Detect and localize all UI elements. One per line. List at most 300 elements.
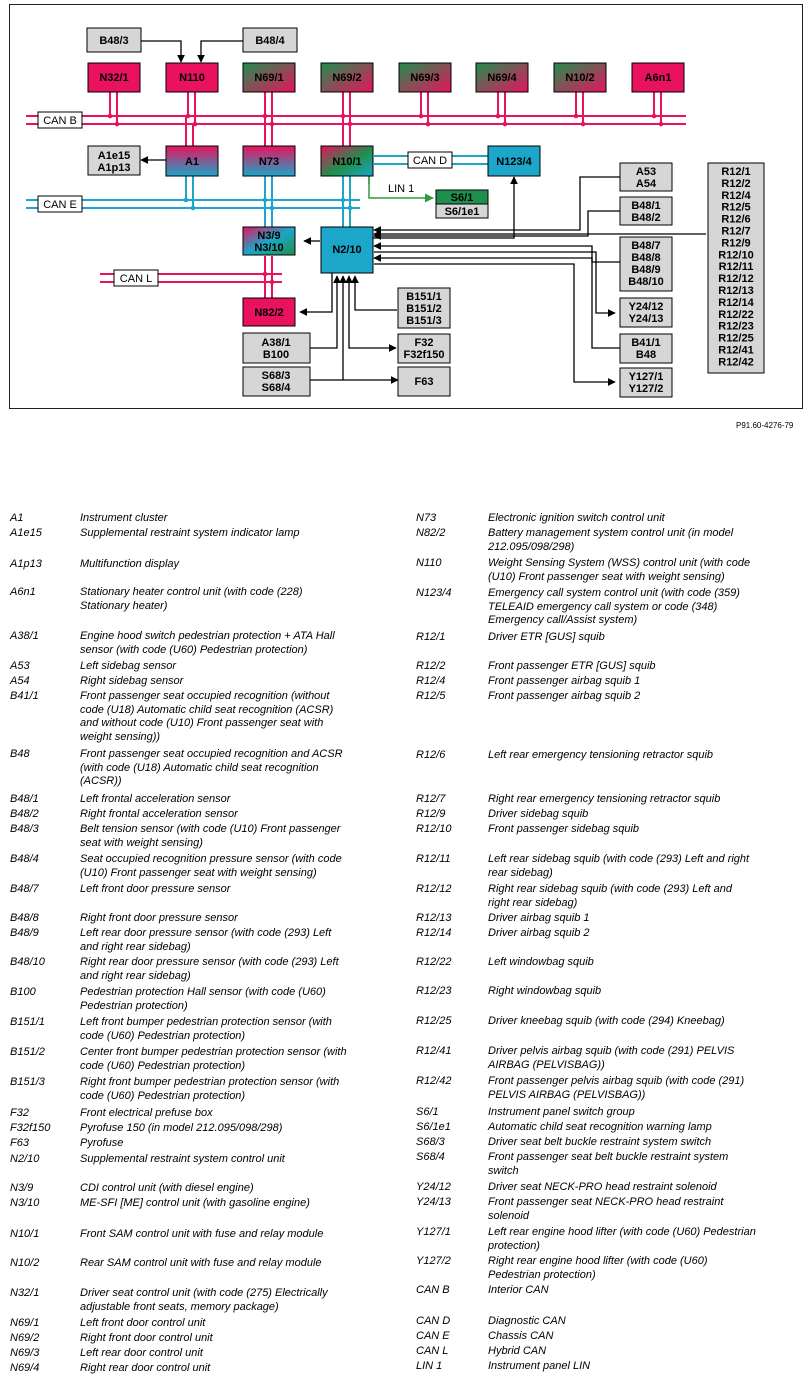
box-n10-1 bbox=[321, 146, 373, 176]
legend-code: B151/2 bbox=[10, 1046, 45, 1058]
legend-entry bbox=[416, 1106, 802, 1121]
legend-entry bbox=[10, 1347, 390, 1362]
legend-description-line: Right rear emergency tensioning retractor squib bbox=[488, 793, 721, 805]
legend-description bbox=[80, 927, 390, 954]
legend-description bbox=[80, 586, 390, 613]
legend-entry bbox=[416, 808, 802, 823]
legend-description bbox=[488, 1255, 802, 1282]
legend-description bbox=[488, 883, 802, 910]
legend-code: R12/1 bbox=[416, 631, 446, 643]
box-n69-2 bbox=[321, 63, 373, 92]
box-f32 bbox=[398, 334, 450, 363]
box-b100-label: B100 bbox=[262, 349, 290, 361]
box-y127-2-label: Y127/2 bbox=[628, 383, 664, 395]
box-b48-7-to-b48-10 bbox=[620, 237, 672, 291]
legend-code: N82/2 bbox=[416, 527, 446, 539]
legend-description-line: PELVIS AIRBAG (PELVISBAG)) bbox=[488, 1088, 646, 1101]
legend-description-line: Driver seat control unit (with code (275) Electrically bbox=[80, 1287, 328, 1299]
legend-code: B48/2 bbox=[10, 808, 39, 820]
box-n3-9-n3-10 bbox=[243, 227, 295, 255]
legend-code: R12/25 bbox=[416, 1015, 452, 1027]
legend-right-column bbox=[416, 512, 802, 1375]
legend-entry bbox=[416, 823, 802, 853]
legend-description-line: Left rear emergency tensioning retractor squib bbox=[488, 749, 714, 761]
legend-code: CAN B bbox=[416, 1284, 450, 1296]
box-n3-10-label: N3/10 bbox=[254, 242, 284, 254]
legend-description-line: Driver seat belt buckle restraint system switch bbox=[488, 1136, 712, 1148]
legend-description bbox=[80, 1332, 390, 1346]
box-n3-9-label: N3/9 bbox=[257, 230, 281, 242]
legend-entry bbox=[10, 748, 390, 793]
box-n10-1-label: N10/1 bbox=[332, 156, 362, 168]
r12-squib-label: R12/5 bbox=[721, 201, 751, 214]
legend-code: R12/13 bbox=[416, 912, 452, 924]
srs-network-diagram bbox=[0, 0, 811, 440]
legend-code: B48/3 bbox=[10, 823, 39, 835]
box-s68-3-s68-4 bbox=[243, 367, 310, 396]
legend-code: Y24/12 bbox=[416, 1181, 451, 1193]
legend-description-line: Instrument cluster bbox=[80, 512, 168, 524]
box-n69-2-label: N69/2 bbox=[332, 72, 362, 84]
legend-code: R12/9 bbox=[416, 808, 446, 820]
legend-entry bbox=[416, 1284, 802, 1315]
legend-description-line: solenoid bbox=[488, 1209, 529, 1222]
legend-code: N69/2 bbox=[10, 1332, 40, 1344]
box-n69-3 bbox=[399, 63, 451, 92]
legend-entry bbox=[416, 690, 802, 749]
r12-squib-label: R12/2 bbox=[721, 177, 751, 190]
legend-description bbox=[488, 1106, 802, 1120]
legend-description bbox=[488, 1345, 802, 1359]
legend-entry bbox=[416, 1315, 802, 1330]
legend-entry bbox=[10, 1317, 390, 1332]
box-b48-9-label: B48/9 bbox=[631, 264, 661, 276]
legend-entry bbox=[416, 1330, 802, 1345]
legend-left-column bbox=[10, 512, 390, 1377]
legend-description-line: Right frontal acceleration sensor bbox=[80, 808, 238, 820]
legend-description bbox=[488, 557, 802, 584]
legend-entry bbox=[416, 1196, 802, 1226]
legend-entry bbox=[10, 1076, 390, 1107]
legend-description-line: (U10) Front passenger seat with weight sensing) bbox=[80, 866, 317, 879]
legend-description bbox=[488, 793, 802, 807]
box-r12-squibs bbox=[708, 163, 764, 373]
legend-description-line: weight sensing)) bbox=[80, 730, 161, 743]
legend-entry bbox=[10, 690, 390, 748]
legend-description-line: TELEAID emergency call system or code (348) bbox=[488, 600, 718, 613]
legend-code: B41/1 bbox=[10, 690, 39, 702]
legend-code: B151/1 bbox=[10, 1016, 45, 1028]
box-a1-label: A1 bbox=[184, 156, 200, 168]
legend-entry bbox=[416, 985, 802, 1015]
legend-entry bbox=[10, 675, 390, 690]
legend-description-line: Seat occupied recognition pressure sensor (with code bbox=[80, 853, 342, 865]
legend-description-line: Interior CAN bbox=[488, 1284, 549, 1296]
legend-description-line: Battery management system control unit (in model bbox=[488, 527, 734, 539]
legend-description bbox=[80, 527, 390, 541]
legend-code: CAN D bbox=[416, 1315, 451, 1327]
legend-description-line: Front passenger seat belt buckle restraint system bbox=[488, 1151, 729, 1163]
legend-description bbox=[80, 748, 390, 789]
legend-code: B151/3 bbox=[10, 1076, 45, 1088]
legend-description bbox=[80, 558, 390, 572]
legend-code: S68/3 bbox=[416, 1136, 445, 1148]
r12-squib-label: R12/13 bbox=[718, 285, 754, 297]
legend-description bbox=[488, 823, 802, 837]
legend-entry bbox=[10, 1197, 390, 1228]
legend-code: B48/7 bbox=[10, 883, 39, 895]
legend-description-line: Chassis CAN bbox=[488, 1330, 554, 1342]
legend-code: B48/10 bbox=[10, 956, 45, 968]
legend-description bbox=[80, 883, 390, 897]
box-n69-3-label: N69/3 bbox=[410, 72, 440, 84]
box-n69-4 bbox=[476, 63, 528, 92]
r12-squib-label: R12/25 bbox=[718, 332, 754, 345]
box-n10-2-label: N10/2 bbox=[565, 72, 595, 84]
box-f63 bbox=[398, 367, 450, 396]
legend-description bbox=[488, 1226, 802, 1253]
box-b151-1-label: B151/1 bbox=[406, 291, 442, 303]
can-b-label: CAN B bbox=[43, 115, 77, 127]
legend-code: A38/1 bbox=[10, 630, 39, 642]
legend-description bbox=[80, 1287, 390, 1314]
legend-entry bbox=[10, 1287, 390, 1317]
legend-description-line: switch bbox=[488, 1164, 519, 1177]
legend-entry bbox=[416, 1015, 802, 1045]
box-b48-label: B48 bbox=[635, 349, 657, 361]
legend-description-line: Front passenger seat occupied recognition (without bbox=[80, 690, 330, 702]
legend-code: N73 bbox=[416, 512, 437, 524]
legend-description bbox=[80, 1228, 390, 1242]
legend-description bbox=[488, 631, 802, 645]
r12-squib-label: R12/6 bbox=[721, 213, 751, 226]
legend-entry bbox=[10, 883, 390, 912]
legend-code: S6/1e1 bbox=[416, 1121, 451, 1133]
box-s6-1e1-label: S6/1e1 bbox=[444, 206, 480, 218]
box-b48-8-label: B48/8 bbox=[631, 252, 661, 264]
box-n2-10 bbox=[321, 227, 373, 273]
legend-entry bbox=[416, 660, 802, 675]
box-n123-4-label: N123/4 bbox=[496, 156, 532, 168]
legend-description bbox=[80, 912, 390, 926]
legend-description-line: Driver ETR [GUS] squib bbox=[488, 631, 605, 643]
legend-code: R12/10 bbox=[416, 823, 452, 835]
legend-code: A53 bbox=[10, 660, 30, 672]
legend-entry bbox=[10, 823, 390, 853]
legend-description-line: (U10) Front passenger seat with weight sensing) bbox=[488, 570, 725, 583]
legend-description bbox=[80, 1076, 390, 1103]
legend-entry bbox=[10, 1228, 390, 1257]
legend-description-line: Left front door control unit bbox=[80, 1317, 206, 1329]
legend-description bbox=[488, 1075, 802, 1102]
legend-description-line: Pedestrian protection Hall sensor (with code (U60) bbox=[80, 986, 326, 998]
legend-entry bbox=[416, 675, 802, 690]
r12-squib-label: R12/41 bbox=[718, 344, 754, 357]
legend-code: F63 bbox=[10, 1137, 29, 1149]
legend-description bbox=[488, 1181, 802, 1195]
box-b48-4 bbox=[243, 28, 297, 52]
legend-description-line: Instrument panel switch group bbox=[488, 1106, 635, 1118]
legend-description bbox=[80, 1182, 390, 1196]
box-y24-12-label: Y24/12 bbox=[628, 301, 664, 313]
box-f32-label: F32 bbox=[414, 337, 434, 349]
legend-description-line: Driver airbag squib 2 bbox=[488, 927, 590, 939]
box-b48-7-label: B48/7 bbox=[631, 240, 661, 252]
box-b41-1-label: B41/1 bbox=[631, 337, 661, 349]
legend-description bbox=[488, 1196, 802, 1223]
legend-description bbox=[488, 512, 802, 526]
legend-description bbox=[80, 853, 390, 880]
legend-code: A1p13 bbox=[10, 558, 42, 570]
legend-entry bbox=[10, 1107, 390, 1122]
legend-description-line: Pyrofuse 150 (in model 212.095/098/298) bbox=[80, 1122, 283, 1134]
legend-entry bbox=[10, 1332, 390, 1347]
legend-description-line: Right windowbag squib bbox=[488, 985, 602, 997]
box-s6-1 bbox=[436, 190, 488, 218]
legend-description bbox=[80, 1122, 390, 1136]
legend-entry bbox=[416, 1360, 802, 1375]
box-b48-3 bbox=[87, 28, 141, 52]
legend-description-line: Stationary heater) bbox=[80, 599, 168, 612]
legend-code: N69/1 bbox=[10, 1317, 40, 1329]
legend-code: N69/4 bbox=[10, 1362, 40, 1374]
legend-code: B48 bbox=[10, 748, 30, 760]
legend-description-line: Weight Sensing System (WSS) control unit (with code bbox=[488, 557, 751, 569]
legend-code: N3/9 bbox=[10, 1182, 34, 1194]
legend-code: R12/5 bbox=[416, 690, 446, 702]
legend-description-line: Driver pelvis airbag squib (with code (291) PELVIS bbox=[488, 1045, 735, 1057]
legend-code: A1 bbox=[10, 512, 24, 524]
r12-squib-label: R12/12 bbox=[718, 273, 754, 286]
legend-code: R12/11 bbox=[416, 853, 451, 865]
can-d-label: CAN D bbox=[412, 155, 448, 167]
legend-description-line: Left rear engine hood lifter (with code (U60) Pedestrian bbox=[488, 1226, 756, 1238]
legend-description bbox=[80, 956, 390, 983]
legend-description bbox=[80, 675, 390, 689]
legend-entry bbox=[10, 558, 390, 586]
box-n32-1-label: N32/1 bbox=[99, 72, 129, 84]
legend-code: A1e15 bbox=[10, 527, 42, 539]
legend-description-line: Front passenger ETR [GUS] squib bbox=[488, 660, 656, 672]
box-n69-1-label: N69/1 bbox=[254, 72, 284, 84]
r12-squib-label: R12/11 bbox=[718, 261, 754, 274]
box-b41-1-b48 bbox=[620, 334, 672, 363]
legend-entry bbox=[10, 1122, 390, 1137]
legend-description-line: Driver airbag squib 1 bbox=[488, 912, 590, 924]
legend-description bbox=[488, 587, 802, 628]
box-n110-label: N110 bbox=[179, 72, 205, 84]
legend-entry bbox=[416, 527, 802, 557]
legend-entry bbox=[416, 587, 802, 631]
legend-description-line: Right front bumper pedestrian protection sensor (with bbox=[80, 1076, 340, 1088]
r12-squib-label: R12/22 bbox=[718, 308, 754, 321]
box-n110 bbox=[166, 63, 218, 92]
legend-description bbox=[80, 793, 390, 807]
legend-description-line: Rear SAM control unit with fuse and relay module bbox=[80, 1257, 322, 1269]
r12-squib-label: R12/4 bbox=[721, 189, 751, 202]
legend-description-line: (ACSR)) bbox=[80, 775, 122, 787]
legend-description bbox=[488, 749, 802, 763]
r12-squib-label: R12/42 bbox=[718, 356, 754, 369]
legend-code: S6/1 bbox=[416, 1106, 439, 1118]
legend-entry bbox=[416, 631, 802, 660]
legend-description-line: Hybrid CAN bbox=[488, 1345, 547, 1357]
legend-description bbox=[488, 1121, 802, 1135]
legend-description-line: Left rear door control unit bbox=[80, 1347, 203, 1359]
box-a6n1-label: A6n1 bbox=[644, 72, 672, 84]
box-n10-2 bbox=[554, 63, 606, 92]
legend-description-line: Supplemental restraint system control unit bbox=[80, 1153, 285, 1165]
legend-entry bbox=[416, 793, 802, 808]
box-s68-4-label: S68/4 bbox=[261, 382, 291, 394]
legend-description-line: Emergency call/Assist system) bbox=[488, 614, 638, 626]
legend-description-line: code (U60) Pedestrian protection) bbox=[80, 1089, 246, 1102]
legend-code: R12/41 bbox=[416, 1045, 452, 1057]
legend-description bbox=[80, 823, 390, 850]
legend-entry bbox=[416, 1121, 802, 1136]
legend-description-line: Belt tension sensor (with code (U10) Front passenger bbox=[80, 823, 341, 835]
legend-description bbox=[80, 1347, 390, 1361]
legend-description-line: Left frontal acceleration sensor bbox=[80, 793, 231, 805]
legend-code: R12/14 bbox=[416, 927, 452, 939]
box-a53-a54 bbox=[620, 163, 672, 191]
legend-description-line: Electronic ignition switch control unit bbox=[488, 512, 665, 524]
box-n2-10-label: N2/10 bbox=[332, 244, 362, 256]
legend-description-line: Front passenger airbag squib 2 bbox=[488, 690, 641, 702]
r12-squib-label: R12/1 bbox=[721, 166, 751, 178]
legend-description-line: code (U18) Automatic child seat recognition (ACSR) bbox=[80, 703, 334, 716]
legend-description-line: Right front door pressure sensor bbox=[80, 912, 238, 924]
box-a54-label: A54 bbox=[635, 178, 657, 190]
legend-code: R12/42 bbox=[416, 1075, 452, 1087]
legend-description-line: adjustable front seats, memory package) bbox=[80, 1300, 279, 1313]
legend-code: R12/6 bbox=[416, 749, 446, 761]
legend-code: Y24/13 bbox=[416, 1196, 451, 1208]
legend-entry bbox=[416, 749, 802, 793]
legend-description-line: Engine hood switch pedestrian protection + ATA Hall bbox=[80, 630, 335, 642]
legend-description bbox=[488, 927, 802, 941]
diagram-reference-code: P91.60-4276-79 bbox=[736, 421, 794, 430]
box-b48-1-b48-2 bbox=[620, 197, 672, 225]
legend-code: B48/1 bbox=[10, 793, 39, 805]
legend-entry bbox=[10, 660, 390, 675]
legend-code: B100 bbox=[10, 986, 36, 998]
box-a6n1 bbox=[632, 63, 684, 92]
legend-description bbox=[80, 986, 390, 1013]
box-b48-10-label: B48/10 bbox=[628, 276, 664, 288]
legend-description bbox=[488, 660, 802, 674]
legend-description-line: Front passenger seat occupied recognition and ACSR bbox=[80, 748, 343, 760]
legend-entry bbox=[416, 512, 802, 527]
box-s68-3-label: S68/3 bbox=[261, 370, 291, 382]
legend-entry bbox=[10, 586, 390, 630]
legend-description-line: Emergency call system control unit (with code (359) bbox=[488, 587, 740, 599]
legend-code: R12/12 bbox=[416, 883, 452, 895]
box-n32-1 bbox=[88, 63, 140, 92]
legend-entry bbox=[416, 1255, 802, 1284]
r12-squib-label: R12/23 bbox=[718, 320, 754, 333]
legend-description-line: Front SAM control unit with fuse and relay module bbox=[80, 1228, 324, 1240]
legend-description-line: Left rear door pressure sensor (with code (293) Left bbox=[80, 927, 332, 939]
legend-code: N2/10 bbox=[10, 1153, 40, 1165]
legend-entry bbox=[416, 1136, 802, 1151]
legend-description bbox=[80, 1197, 390, 1211]
legend-entry bbox=[416, 1226, 802, 1255]
legend-entry bbox=[416, 1345, 802, 1360]
legend-description-line: Supplemental restraint system indicator lamp bbox=[80, 527, 300, 539]
legend-code: N3/10 bbox=[10, 1197, 40, 1209]
box-n69-1 bbox=[243, 63, 295, 92]
legend-code: CAN E bbox=[416, 1330, 450, 1342]
legend-code: N10/1 bbox=[10, 1228, 40, 1240]
legend-entry bbox=[10, 956, 390, 986]
legend-code: Y127/1 bbox=[416, 1226, 451, 1238]
box-y24-13-label: Y24/13 bbox=[628, 313, 664, 325]
legend-description-line: Right rear door control unit bbox=[80, 1362, 211, 1374]
legend-entry bbox=[416, 927, 802, 956]
can-e-label: CAN E bbox=[43, 199, 77, 211]
legend-code: N69/3 bbox=[10, 1347, 40, 1359]
legend-description-line: and right rear sidebag) bbox=[80, 940, 191, 953]
box-y24 bbox=[620, 298, 672, 327]
box-f32f150-label: F32f150 bbox=[403, 349, 445, 361]
legend-description-line: Diagnostic CAN bbox=[488, 1315, 566, 1327]
legend-entry bbox=[416, 1075, 802, 1106]
legend-code: R12/7 bbox=[416, 793, 446, 805]
legend-description bbox=[80, 512, 390, 526]
box-b151 bbox=[398, 288, 450, 328]
legend-description-line: Left windowbag squib bbox=[488, 956, 594, 968]
legend-description bbox=[488, 1045, 802, 1072]
legend-description bbox=[80, 1107, 390, 1121]
box-n69-4-label: N69/4 bbox=[487, 72, 517, 84]
legend-description bbox=[488, 1015, 802, 1029]
legend-entry bbox=[416, 883, 802, 912]
box-n73-label: N73 bbox=[258, 156, 280, 168]
legend-description-line: Right front door control unit bbox=[80, 1332, 213, 1344]
legend-description-line: seat with weight sensing) bbox=[80, 836, 203, 849]
legend-entry bbox=[416, 912, 802, 927]
legend-entry bbox=[10, 927, 390, 956]
legend-description-line: Pyrofuse bbox=[80, 1137, 124, 1149]
box-n82-2 bbox=[243, 298, 295, 326]
legend-description-line: Driver seat NECK-PRO head restraint solenoid bbox=[488, 1181, 717, 1193]
box-n82-2-label: N82/2 bbox=[254, 307, 284, 319]
legend-description-line: Stationary heater control unit (with code (228) bbox=[80, 586, 303, 598]
legend-code: B48/8 bbox=[10, 912, 39, 924]
legend-entry bbox=[10, 1153, 390, 1182]
legend-description-line: Left front door pressure sensor bbox=[80, 883, 231, 895]
box-b48-4-label: B48/4 bbox=[255, 35, 285, 47]
legend-code: Y127/2 bbox=[416, 1255, 451, 1267]
box-b48-3-label: B48/3 bbox=[99, 35, 129, 47]
box-b151-2-label: B151/2 bbox=[406, 303, 442, 315]
legend-entry bbox=[416, 956, 802, 985]
r12-squib-label: R12/7 bbox=[721, 225, 751, 238]
legend-description-line: Front passenger seat NECK-PRO head restraint bbox=[488, 1196, 724, 1208]
legend-description bbox=[80, 660, 390, 674]
legend-description bbox=[488, 527, 802, 554]
box-a53-label: A53 bbox=[635, 166, 657, 178]
legend-description bbox=[488, 675, 802, 689]
legend-entry bbox=[10, 808, 390, 823]
legend-entry bbox=[10, 1362, 390, 1377]
legend-description-line: Left front bumper pedestrian protection sensor (with bbox=[80, 1016, 332, 1028]
legend-entry bbox=[416, 1181, 802, 1196]
legend-description-line: Driver kneebag squib (with code (294) Kneebag) bbox=[488, 1015, 725, 1027]
lin1-label: LIN 1 bbox=[388, 183, 415, 195]
r12-squib-label: R12/14 bbox=[718, 296, 754, 309]
